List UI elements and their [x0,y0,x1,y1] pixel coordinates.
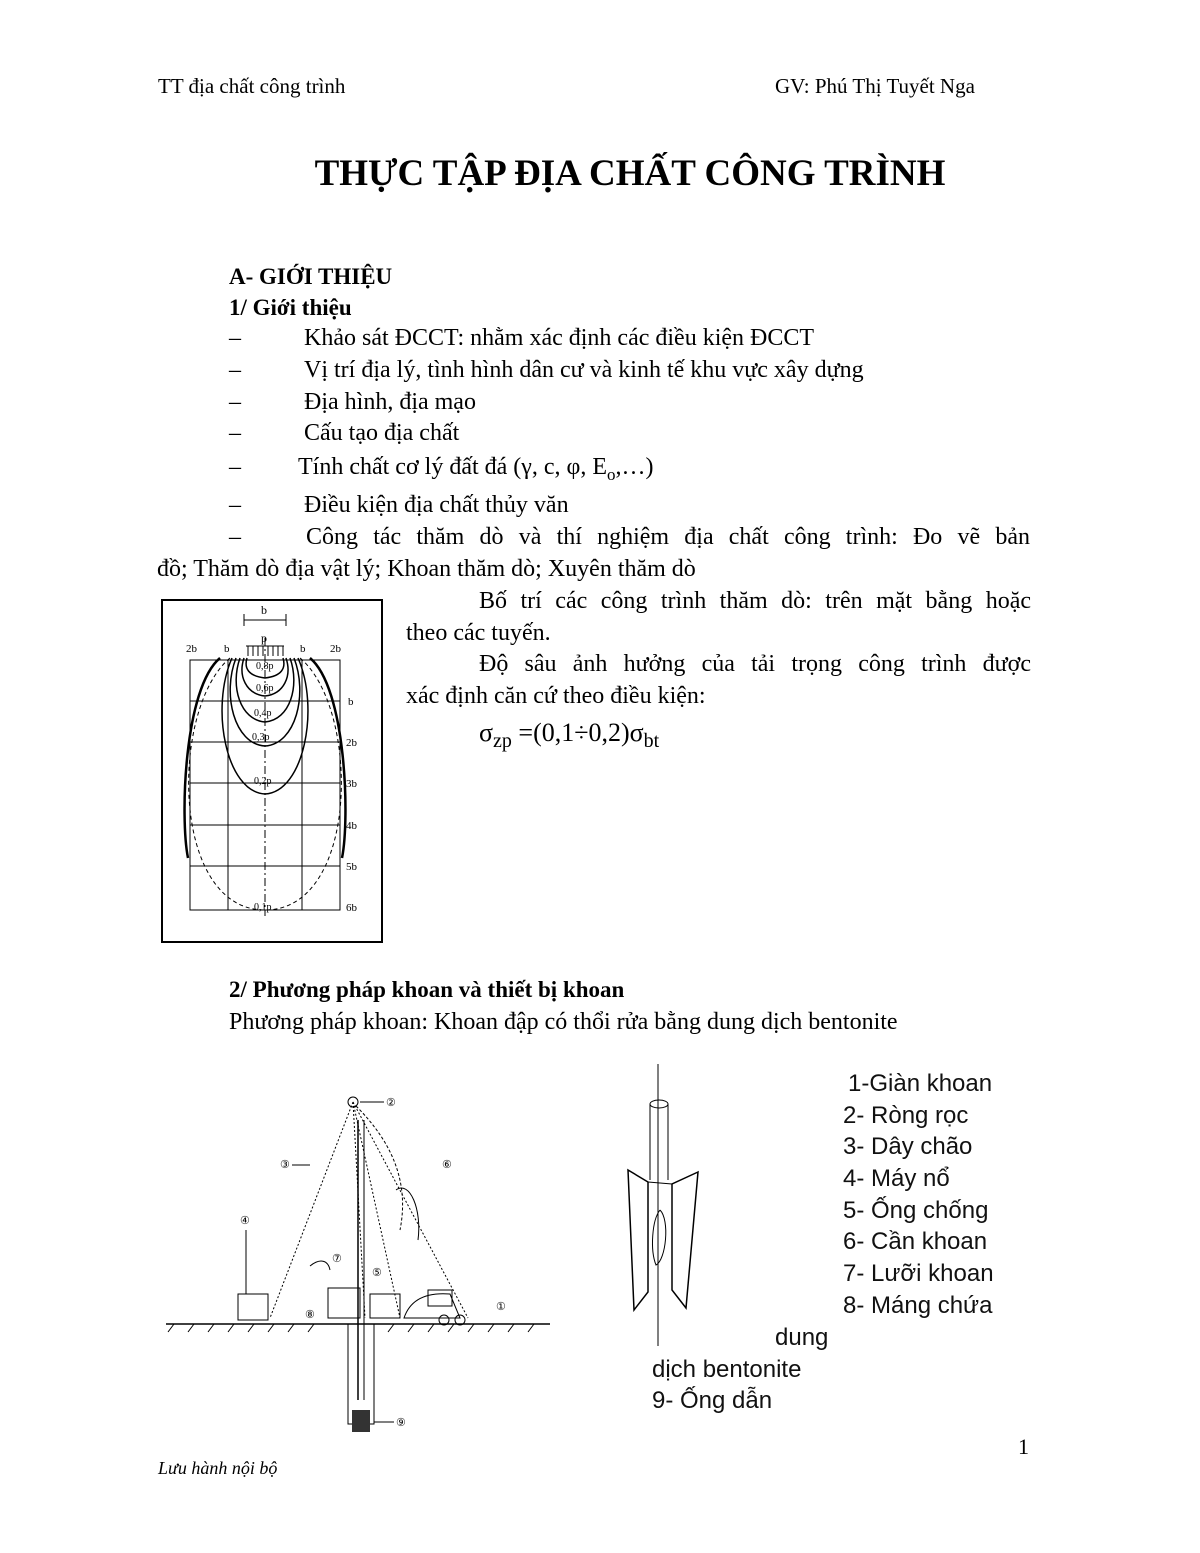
bullet-text: Điều kiện địa chất thủy văn [304,492,569,518]
stress-isobar-figure [160,598,384,944]
page-title: THỰC TẬP ĐỊA CHẤT CÔNG TRÌNH [314,153,946,194]
page-number: 1 [1018,1434,1029,1459]
legend-item-6: 6- Cần khoan [843,1228,988,1255]
ground-hatch [168,1324,534,1332]
box [428,1290,452,1306]
paragraph-depth-line1: Độ sâu ảnh hưởng của tải trọng công trình được [479,651,1031,677]
depth-label: 2b [346,737,357,749]
grid-label-b-right: b [300,643,306,655]
formula-sub-zp: zp [493,730,512,753]
drilling-method-text: Phương pháp khoan: Khoan đập có thổi rửa bằng dung dịch bentonite [229,1009,898,1035]
paragraph-layout-line1: Bố trí các công trình thăm dò: trên mặt bằng hoặc [479,588,1031,614]
bullet-dash: – [229,389,241,415]
subsection-2-heading: 2/ Phương pháp khoan và thiết bị khoan [229,977,625,1002]
casing [348,1324,374,1424]
isobar-label: 0,2p [254,776,272,787]
rope [356,1106,403,1230]
subsection-1-heading: 1/ Giới thiệu [229,295,352,320]
bullet-text-tail: ,…) [615,454,654,480]
formula [479,718,659,753]
isobar-label: 0,8p [256,661,274,672]
footer-note: Lưu hành nội bộ [158,1458,278,1478]
legend-item-8-cont2: dịch bentonite [652,1356,802,1383]
isobar-label: 0,6p [256,683,274,694]
isobar-label: 0,4p [254,708,272,719]
drilling-rig-figure [160,1080,555,1440]
formula-sigma: σ [479,718,494,747]
callout-1: ① [496,1301,506,1313]
legend-item-7: 7- Lưỡi khoan [843,1260,994,1287]
grid-label-2b-right: 2b [330,643,341,655]
paragraph-layout-line2: theo các tuyến. [406,620,551,646]
bit-blade-left [628,1170,648,1310]
callout-6: ⑥ [442,1159,452,1171]
legend-item-1: 1-Giàn khoan [848,1070,993,1097]
callout-7: ⑦ [332,1253,342,1265]
formula-sub-bt: bt [643,730,660,753]
header-left: TT địa chất công trình [158,74,346,98]
bullet-text: Địa hình, địa mạo [304,389,476,415]
engine [328,1288,360,1318]
bullet-dash: – [229,357,241,383]
bullet-dash: – [229,524,241,550]
grid-label-b-left: b [224,643,230,655]
bullet-dash: – [229,325,241,351]
legend-item-5: 5- Ống chống [843,1197,989,1224]
isobar-label: 0,1p [254,902,272,913]
callout-8: ⑧ [305,1309,315,1321]
bullet-text: Công tác thăm dò và thí nghiệm địa chất công trình: Đo vẽ bản [306,524,1030,550]
bit-top [650,1100,668,1108]
legend-item-8-cont: dung [775,1324,829,1351]
drill-bit [352,1410,370,1432]
depth-label: b [348,696,354,708]
callout-5: ⑤ [372,1267,382,1279]
bullet-text-continued: đồ; Thăm dò địa vật lý; Khoan thăm dò; Xuyên thăm dò [157,556,696,582]
subscript: o [607,464,616,484]
callout-2: ② [386,1097,396,1109]
bullet-dash: – [229,454,241,480]
bullet-text-main: Tính chất cơ lý đất đá (γ, c, φ, E [298,454,608,480]
legend-item-9: 9- Ống dẫn [652,1387,773,1414]
callout-9: ⑨ [396,1417,406,1429]
depth-label: 3b [346,778,357,790]
paragraph-depth-line2: xác định căn cứ theo điều kiện: [406,683,706,709]
depth-label: 4b [346,820,357,832]
depth-label: 6b [346,902,357,914]
formula-sigma-2: σ [629,718,644,747]
bullet-text: Khảo sát ĐCCT: nhằm xác định các điều kiện ĐCCT [304,325,815,351]
top-label-p: p [261,631,267,645]
bullet-dash: – [229,492,241,518]
bit-blade-right [672,1172,698,1308]
bullet-text [298,454,654,485]
grid-label-2b-left: 2b [186,643,197,655]
bullet-text: Vị trí địa lý, tình hình dân cư và kinh tế khu vực xây dựng [304,357,864,383]
legend-item-8: 8- Máng chứa [843,1292,993,1319]
rig-legs [270,1102,468,1318]
legend-item-4: 4- Máy nổ [843,1165,950,1192]
legend-item-3: 3- Dây chão [843,1133,973,1160]
tank [238,1294,268,1320]
callout-4: ④ [240,1215,250,1227]
section-a-heading: A- GIỚI THIỆU [229,264,393,289]
legend-item-2: 2- Ròng rọc [843,1102,969,1129]
top-label-b: b [261,603,267,617]
header-right: GV: Phú Thị Tuyết Nga [775,74,975,98]
bit-slot [653,1210,666,1265]
rope-arc [396,1188,419,1240]
callout-3: ③ [280,1159,290,1171]
formula-middle: =(0,1÷0,2) [511,718,630,747]
bullet-dash: – [229,420,241,446]
bullet-text: Cấu tạo địa chất [304,420,460,446]
isobar-label: 0,3p [252,732,270,743]
depth-label: 5b [346,861,357,873]
drill-bit-figure [620,1060,710,1350]
